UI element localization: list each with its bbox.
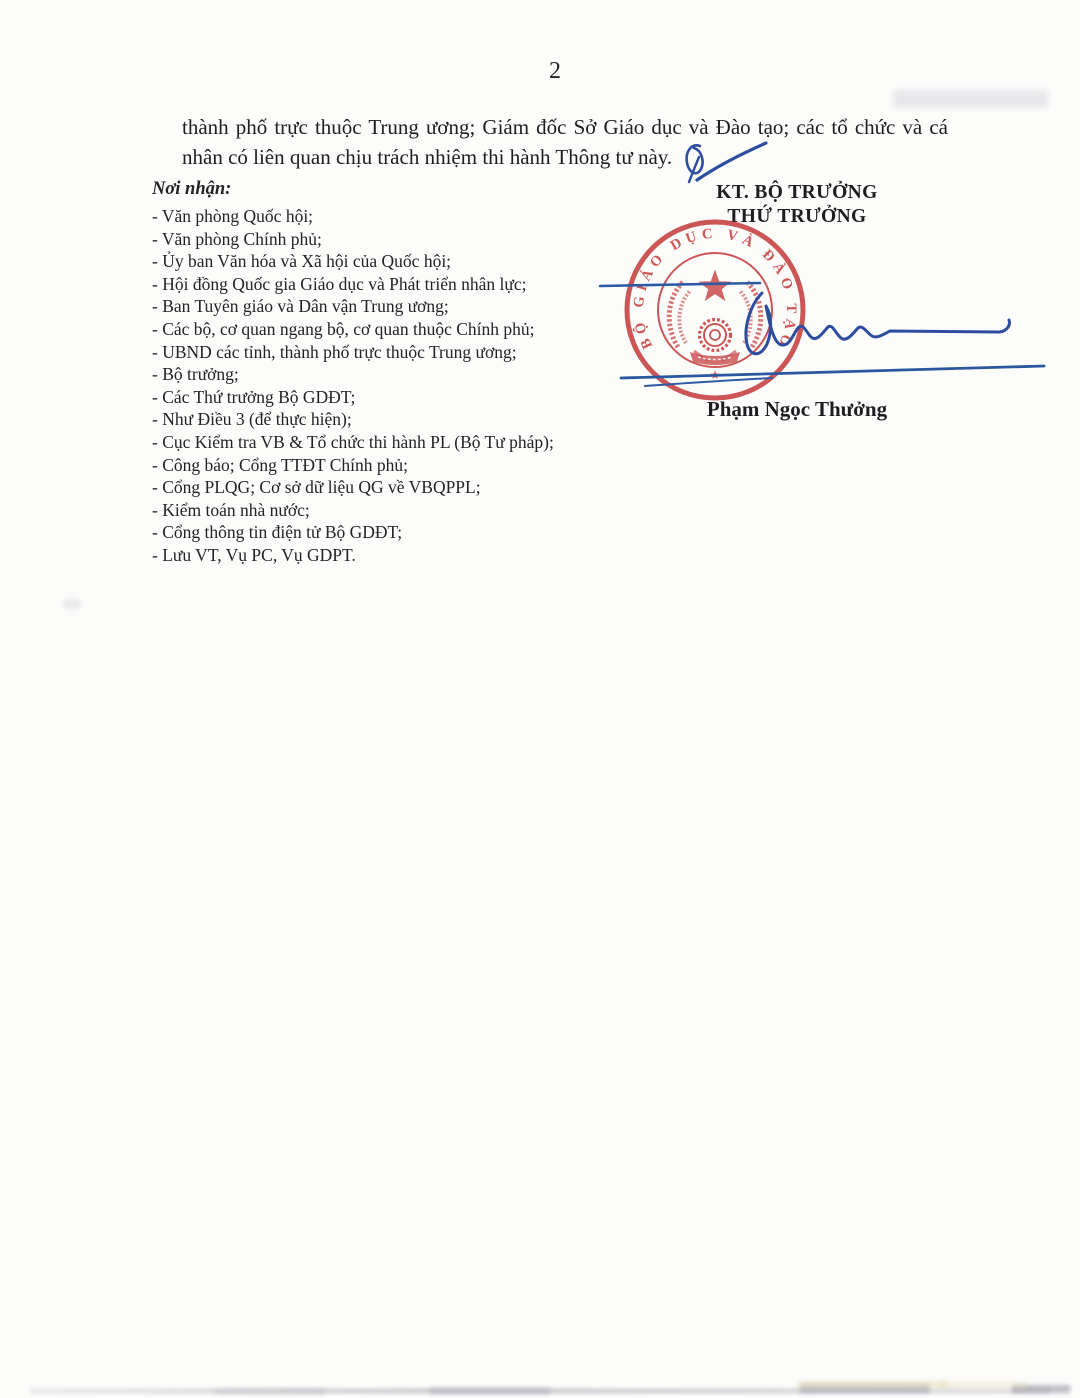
recipient-item: - Như Điều 3 (để thực hiện);: [152, 409, 352, 430]
scan-artifact: [215, 1389, 325, 1394]
recipient-item: - Các bộ, cơ quan ngang bộ, cơ quan thuộc Chính phủ;: [152, 318, 535, 339]
scan-speck: [62, 598, 82, 610]
position-line: THỨ TRƯỞNG: [727, 205, 867, 227]
recipient-item: - Văn phòng Chính phủ;: [152, 228, 322, 249]
recipient-item: - Cục Kiểm tra VB & Tổ chức thi hành PL (Bộ Tư pháp);: [152, 431, 554, 452]
recipients-heading: Nơi nhận:: [152, 179, 232, 199]
seal-bottom-star-icon: ★: [709, 368, 721, 382]
recipient-item: - Kiểm toán nhà nước;: [152, 499, 310, 520]
scan-artifact: [938, 1382, 1028, 1388]
recipient-item: - Ban Tuyên giáo và Dân vận Trung ương;: [152, 296, 449, 317]
recipient-item: - Công báo; Cổng TTĐT Chính phủ;: [152, 454, 409, 475]
recipient-item: - UBND các tỉnh, thành phố trực thuộc Trung ương;: [152, 341, 517, 362]
scan-artifact: [800, 1384, 930, 1393]
signature-ink-icon: [580, 110, 1080, 400]
recipient-item: - Văn phòng Quốc hội;: [152, 206, 314, 226]
scan-smudge: [893, 90, 1048, 108]
scan-artifact: [430, 1387, 550, 1394]
recipient-item: - Cổng thông tin điện tử Bộ GDĐT;: [152, 522, 403, 543]
recipient-item: - Ủy ban Văn hóa và Xã hội của Quốc hội;: [152, 251, 452, 272]
scan-artifact: [1012, 1385, 1070, 1393]
seal-ring-text: BỘ GIÁO DỤC VÀ ĐÀO TẠO: [630, 225, 800, 352]
recipients-block: [152, 179, 622, 567]
page-number: 2: [549, 58, 561, 84]
scan-edge-band: [30, 1388, 1050, 1394]
recipient-item: - Cổng PLQG; Cơ sở dữ liệu QG về VBQPPL;: [152, 477, 481, 498]
recipient-item: - Các Thứ trưởng Bộ GDĐT;: [152, 386, 356, 407]
signature-scribble-icon: [746, 293, 1009, 354]
paragraph-line-2: nhân có liên quan chịu trách nhiệm thi hành Thông tư này.: [182, 145, 673, 169]
scan-artifact: [798, 1381, 948, 1388]
recipient-item: - Bộ trưởng;: [152, 364, 239, 385]
paragraph-line-1: thành phố trực thuộc Trung ương; Giám đốc Sở Giáo dục và Đào tạo; các tổ chức và cá: [182, 115, 948, 139]
recipient-item: - Hội đồng Quốc gia Giáo dục và Phát triển nhân lực;: [152, 273, 527, 294]
authority-line: KT. BỘ TRƯỞNG: [716, 182, 878, 203]
recipient-item: - Lưu VT, Vụ PC, Vụ GDPT.: [152, 544, 356, 565]
signer-name: Phạm Ngọc Thưởng: [706, 397, 888, 421]
handwritten-ink-layer: [580, 110, 1080, 400]
